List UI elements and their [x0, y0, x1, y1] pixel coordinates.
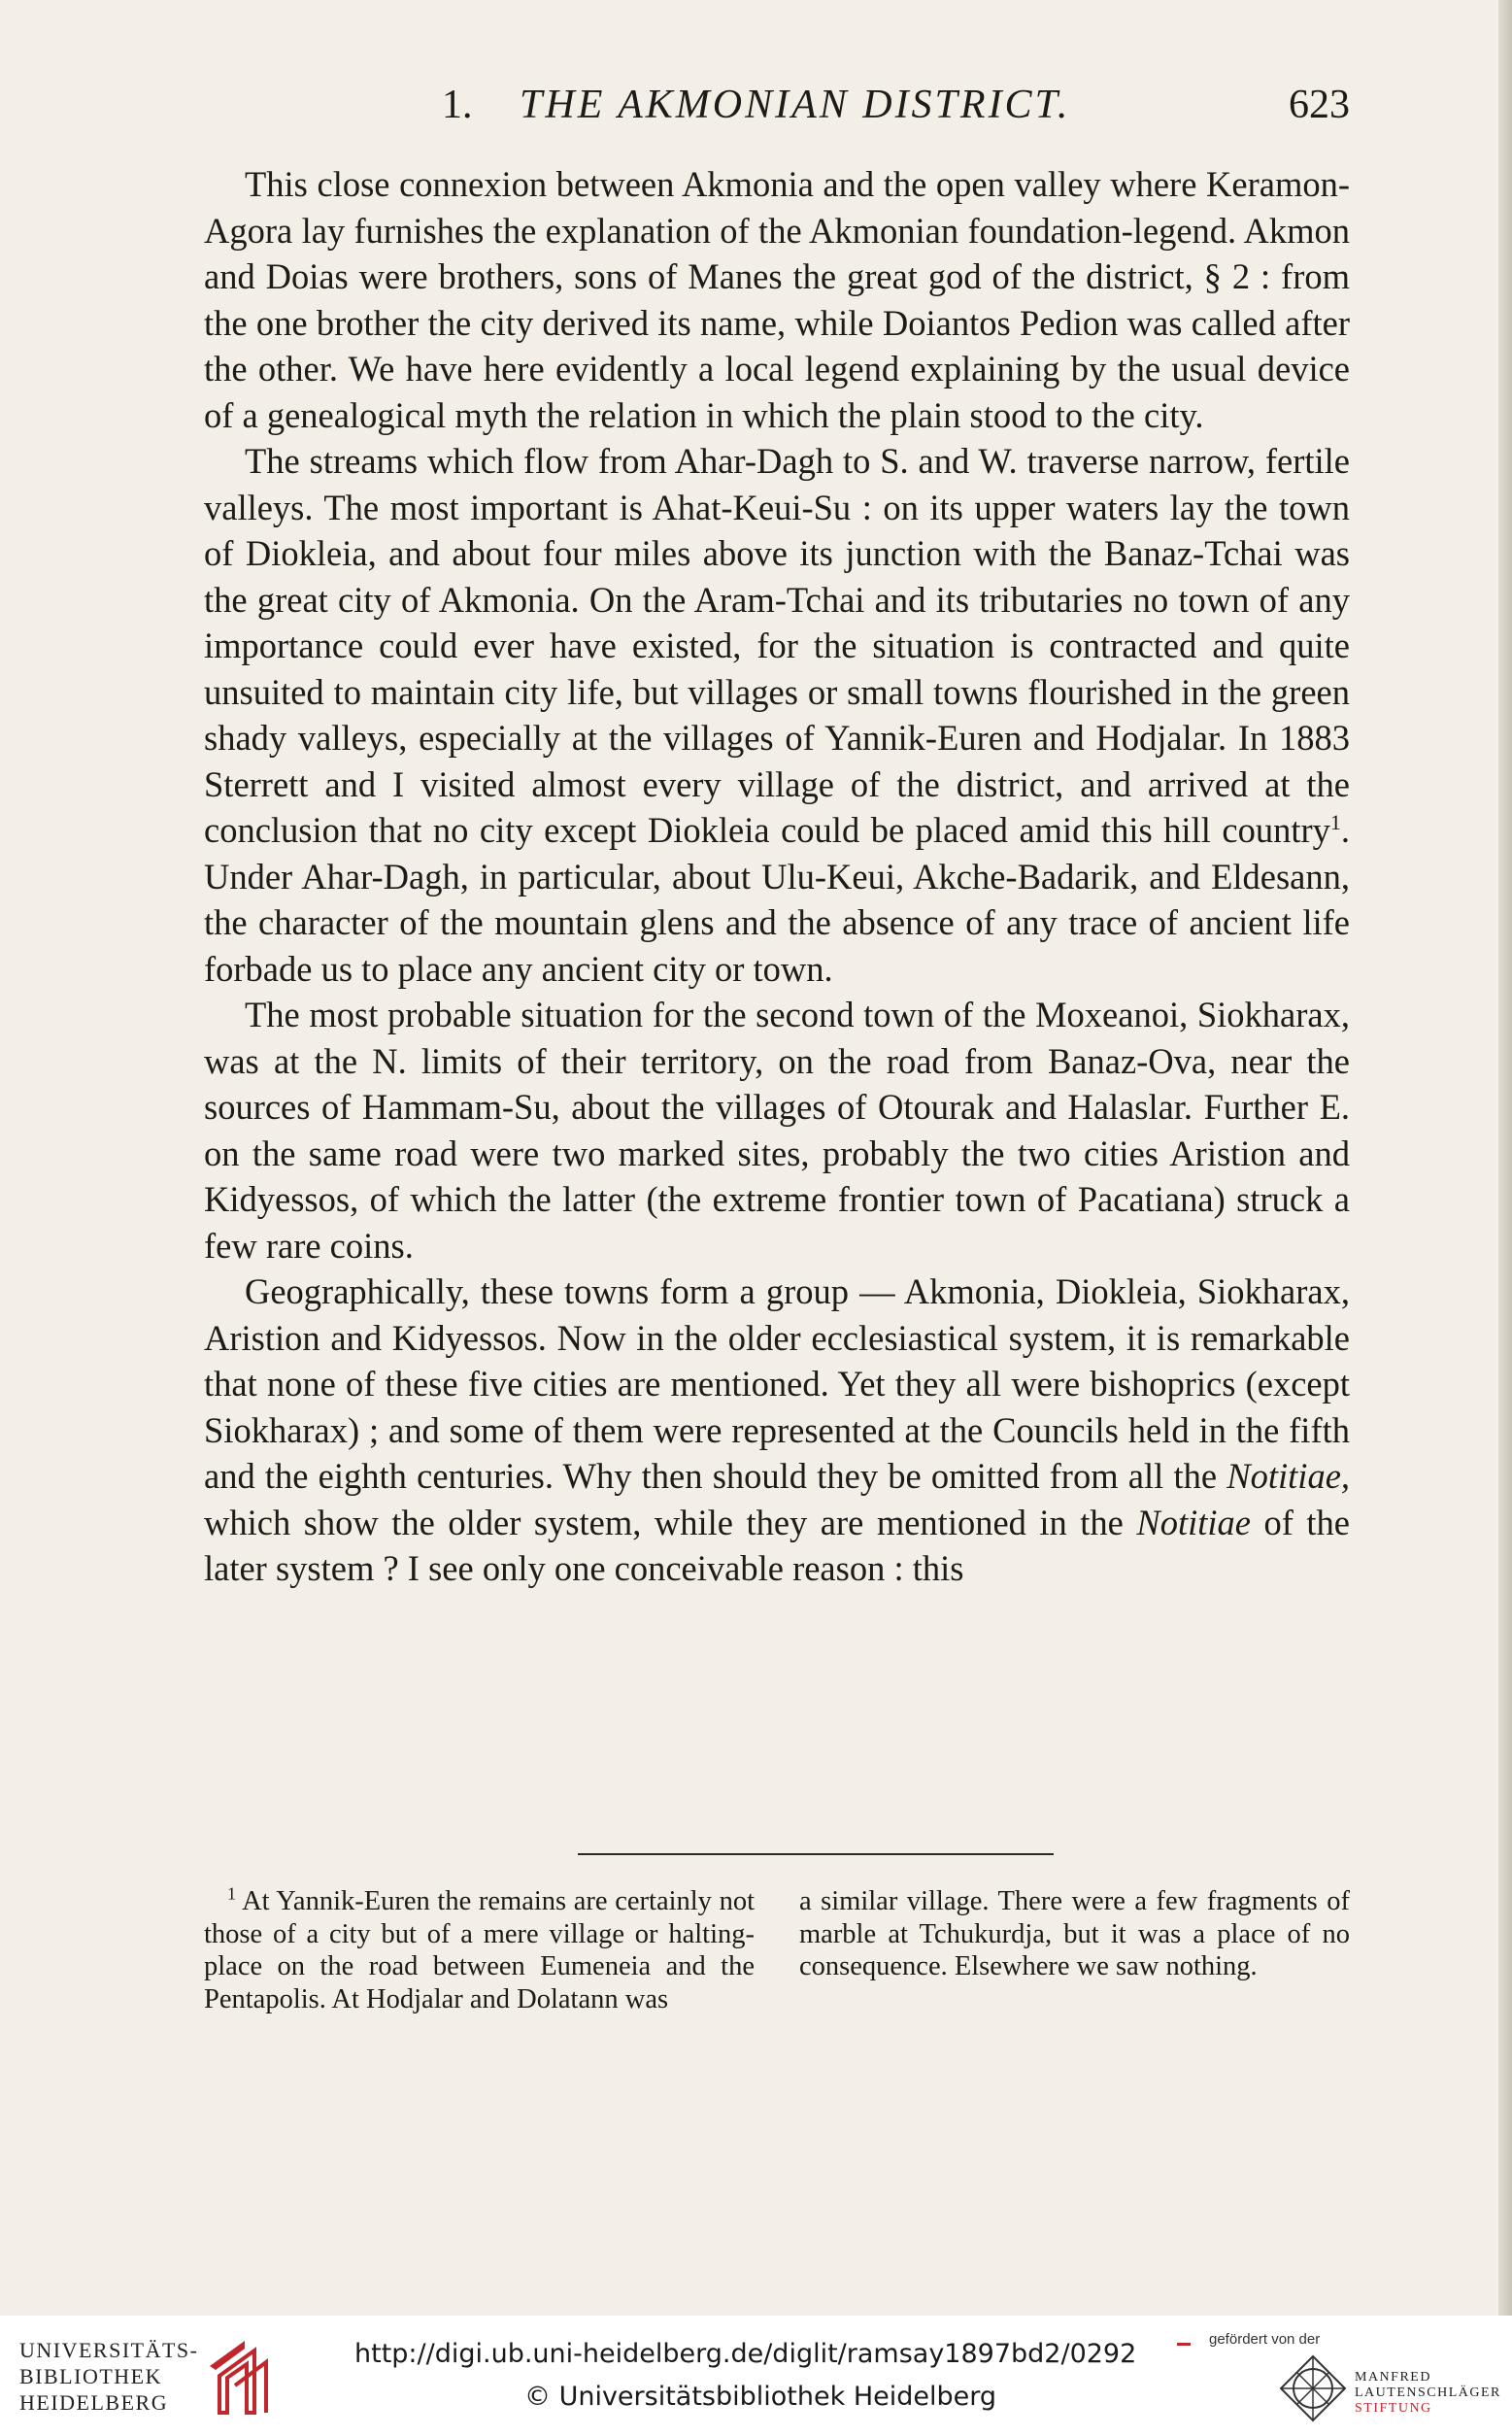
paragraph-text: . Under Ahar-Dagh, in particular, about Ulu-Keui, Akche-Badarik, and Eldesann, the character of the mountain glens and the absence of any trace of ancient life forbade us to place any ancient city or town. [204, 810, 1350, 989]
library-logo[interactable] [19, 2333, 282, 2420]
paragraph-text: of the later system ? I see only one conceivable reason : this [204, 1502, 1350, 1588]
library-logo-line: HEIDELBERG [19, 2390, 169, 2415]
copyright-notice: © Universitätsbibliothek Heidelberg [524, 2382, 997, 2412]
footnote-continued: a similar village. There were a few fragments of marble at Tchukurdja, but it was a place of no consequence. Elsewhere we saw nothing. [799, 1886, 1350, 1981]
footnote [204, 1885, 755, 2015]
running-head [204, 82, 1350, 140]
sponsor-name-line: STIFTUNG [1355, 2401, 1432, 2416]
footnote-mark: 1 [227, 1883, 236, 1904]
footnotes [204, 1885, 1350, 2015]
footnote-text: At Yannik-Euren the remains are certainly not those of a city but of a mere village or halting-place on the road between Eumeneia and the Pentapolis. At Hodjalar and Dolatann was [204, 1886, 755, 2014]
footnote-column-left [204, 1885, 755, 2015]
permalink-url[interactable]: http://digi.ub.uni-heidelberg.de/diglit/ramsay1897bd2/0292 [354, 2339, 1137, 2369]
section-title: THE AKMONIAN DISTRICT. [520, 83, 1071, 127]
sponsor-logo[interactable] [1209, 2331, 1500, 2428]
page-edge [1498, 0, 1512, 2316]
footnote-divider [578, 1853, 1054, 1855]
sponsor-name [1355, 2370, 1501, 2417]
footnote-reference[interactable]: 1 [1329, 809, 1341, 834]
footnote-column-right [799, 1885, 1350, 2015]
paragraph: The most probable situation for the second town of the Moxeanoi, Siokharax, was at the N. limits of their territory, on the road from Banaz-Ova, near the sources of Hammam-Su, about the villages of Otourak and Halaslar. Further E. on the same road were two marked sites, probably the two cities Aristion and Kidyessos, of which the latter (the extreme frontier town of Pacatiana) struck a few rare coins. [204, 995, 1350, 1266]
paragraph-text: The streams which flow from Ahar-Dagh to S. and W. traverse narrow, fertile valleys. The most important is Ahat-Keui-Su : on its upper waters lay the town of Diokleia, and about four miles above its junction with the Banaz-Tchai was the great city of Akmonia. On the Aram-Tchai and its tributaries no town of any importance could ever have existed, for the situation is contracted and quite unsuited to maintain city life, but villages or small towns flourished in the green shady valleys, especially at the villages of Yannik-Euren and Hodjalar. In 1883 Sterrett and I visited almost every village of the district, and arrived at the conclusion that no city except Diokleia could be placed amid this hill country [204, 441, 1350, 850]
paragraph: This close connexion between Akmonia and the open valley where Keramon-Agora lay furnishes the explanation of the Akmonian foundation-legend. Akmon and Doias were brothers, sons of Manes the great god of the district, § 2 : from the one brother the city derived its name, while Doiantos Pedion was called after the other. We have here evidently a local legend explaining by the usual device of a genealogical myth the relation in which the plain stood to the city. [204, 164, 1350, 435]
red-dash-mark [1177, 2343, 1191, 2346]
paragraph [204, 438, 1350, 992]
library-footer [0, 2316, 1512, 2436]
paragraph-text: which show the older system, while they are mentioned in the [204, 1502, 1124, 1542]
paragraph-text: Geographically, these towns form a group — Akmonia, Diokleia, Siokharax, Aristion and Kidyessos. Now in the older ecclesiastical system, it is remarkable that none of these five cities are mentioned. Yet they all were bishoprics (except Siokharax) ; and some of them were represented at the Councils held in the fifth and the eighth centuries. Why then should they be omitted from all the [204, 1271, 1350, 1496]
sponsor-name-line: MANFRED [1355, 2370, 1431, 2385]
sponsor-caption: gefördert von der [1209, 2331, 1321, 2348]
library-logo-line: UNIVERSITÄTS- [19, 2338, 199, 2362]
library-emblem-icon [206, 2337, 276, 2417]
library-logo-line: BIBLIOTHEK [19, 2364, 162, 2388]
main-text [204, 161, 1350, 1592]
section-number: 1. [442, 83, 473, 127]
page-number: 623 [1289, 83, 1350, 127]
library-logo-text [19, 2337, 199, 2416]
paragraph [204, 1269, 1350, 1592]
sponsor-name-line: LAUTENSCHLÄGER [1355, 2385, 1501, 2400]
italic-term: Notitiae [1136, 1502, 1251, 1542]
italic-term: Notitiae, [1226, 1456, 1351, 1496]
sponsor-emblem-icon [1277, 2352, 1349, 2424]
